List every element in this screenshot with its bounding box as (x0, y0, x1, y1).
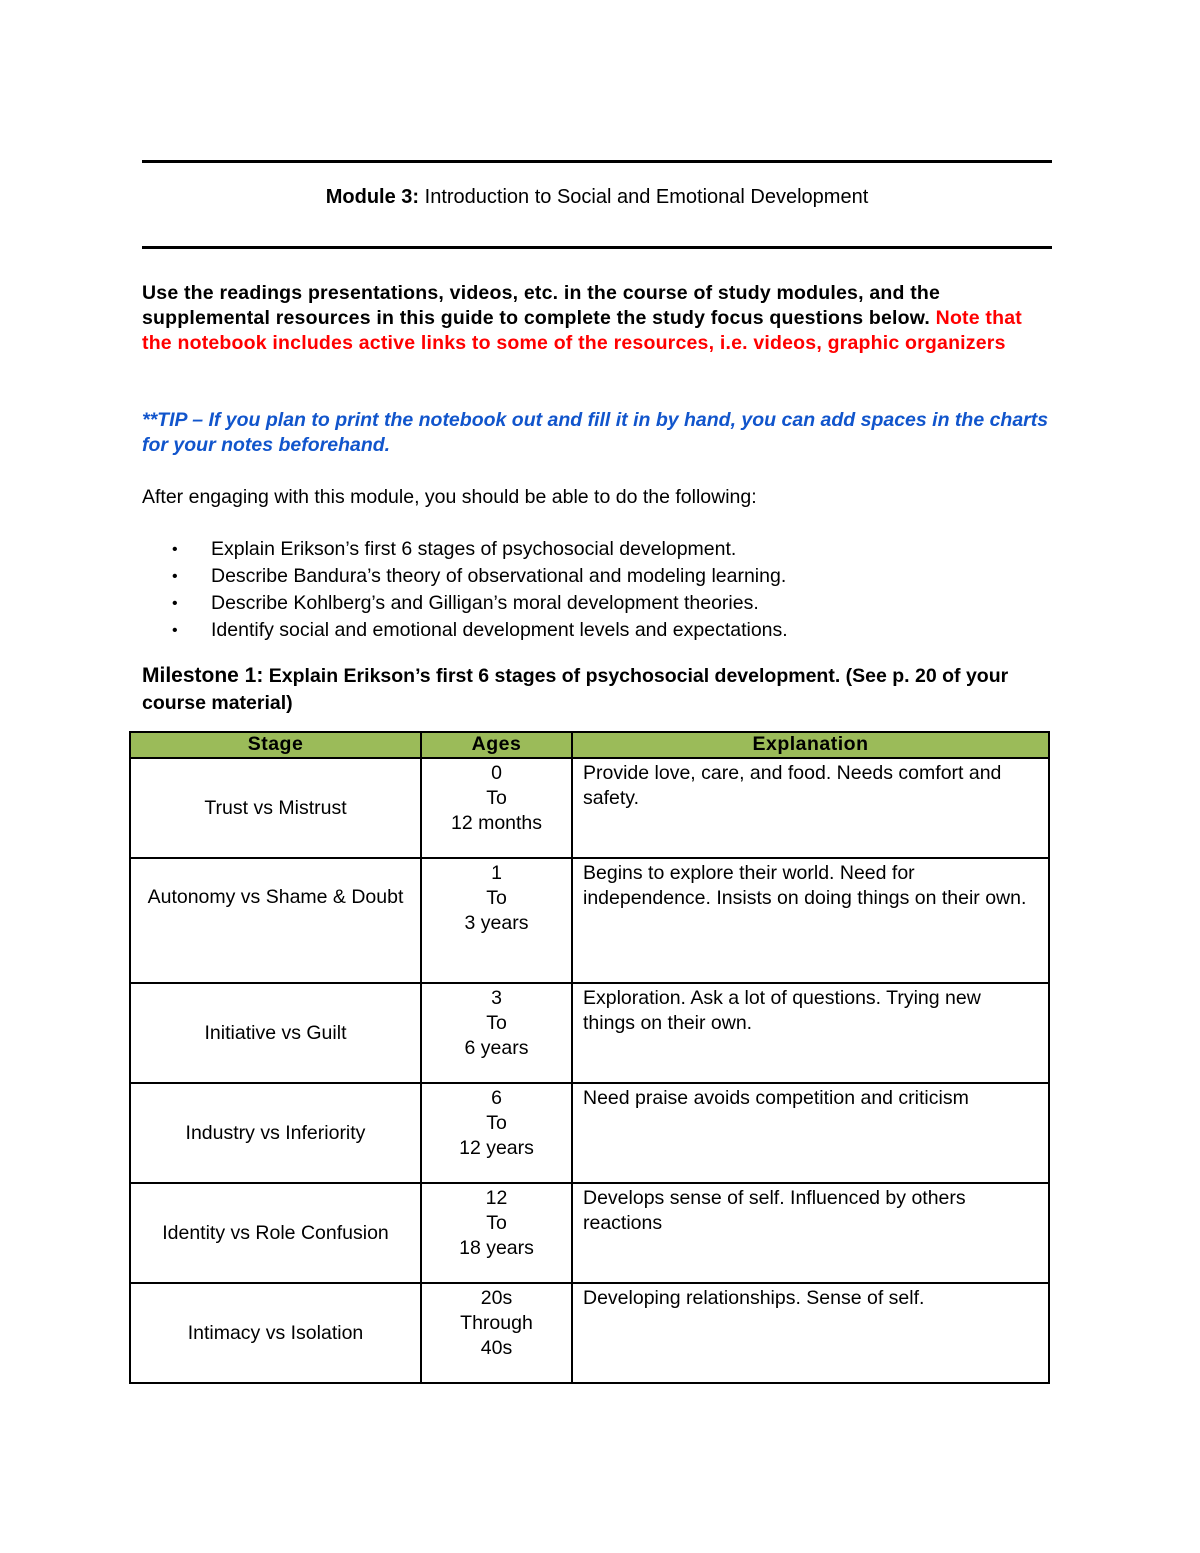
age-end: 3 years (464, 912, 529, 934)
age-connector: To (486, 1212, 507, 1234)
list-item (142, 618, 1052, 645)
age-start: 3 (491, 987, 502, 1009)
bullet-icon: • (172, 595, 178, 612)
table-row (130, 1283, 1049, 1383)
explanation-cell: Provide love, care, and food. Needs comfort and safety. (572, 758, 1049, 858)
list-item (142, 564, 1052, 591)
bottom-divider-rule (142, 246, 1052, 249)
table-row (130, 758, 1049, 858)
module-label: Module 3: (325, 186, 420, 208)
explanation-cell: Need praise avoids competition and criticism (572, 1083, 1049, 1183)
bullet-icon: • (172, 622, 178, 639)
bullet-icon: • (172, 541, 178, 558)
tip-paragraph: **TIP – If you plan to print the notebook out and fill it in by hand, you can add spaces in the charts for your notes beforehand. (142, 409, 1049, 456)
erikson-stages-table (129, 731, 1050, 1384)
ages-cell (421, 1183, 572, 1283)
header-explanation: Explanation (572, 732, 1049, 758)
objectives-list (142, 537, 1052, 645)
stage-cell: Industry vs Inferiority (130, 1083, 421, 1183)
module-title-text: Introduction to Social and Emotional Development (424, 186, 869, 208)
objective-text: Explain Erikson’s first 6 stages of psychosocial development. (211, 538, 737, 560)
age-connector: To (486, 1012, 507, 1034)
age-start: 20s (480, 1287, 513, 1309)
module-title (142, 184, 1052, 210)
age-start: 6 (491, 1087, 502, 1109)
header-ages: Ages (421, 732, 572, 758)
table-row (130, 1083, 1049, 1183)
explanation-cell: Developing relationships. Sense of self. (572, 1283, 1049, 1383)
instructions-paragraph (142, 281, 1057, 356)
list-item (142, 591, 1052, 618)
stage-cell: Identity vs Role Confusion (130, 1183, 421, 1283)
table-row (130, 858, 1049, 983)
bullet-icon: • (172, 568, 178, 585)
table-header-row (130, 732, 1049, 758)
age-end: 18 years (459, 1237, 534, 1259)
age-end: 12 months (450, 812, 543, 834)
stage-cell: Autonomy vs Shame & Doubt (130, 858, 421, 983)
ages-cell (421, 1083, 572, 1183)
objective-text: Describe Bandura’s theory of observational and modeling learning. (211, 565, 787, 587)
explanation-cell: Begins to explore their world. Need for independence. Insists on doing things on their own. (572, 858, 1049, 983)
age-connector: Through (460, 1312, 533, 1334)
milestone-text: Explain Erikson’s first 6 stages of psychosocial development. (See p. 20 of your course material) (142, 665, 1009, 714)
milestone-label: Milestone 1: (142, 664, 264, 687)
age-connector: To (486, 787, 507, 809)
ages-cell (421, 858, 572, 983)
stage-cell: Trust vs Mistrust (130, 758, 421, 858)
age-end: 12 years (459, 1137, 534, 1159)
stage-cell: Initiative vs Guilt (130, 983, 421, 1083)
milestone-heading (142, 662, 1057, 717)
table-row (130, 1183, 1049, 1283)
stage-cell: Intimacy vs Isolation (130, 1283, 421, 1383)
age-connector: To (486, 1112, 507, 1134)
ages-cell (421, 758, 572, 858)
instructions-main: Use the readings presentations, videos, etc. in the course of study modules, and the supplemental resources in this guide to complete the study focus questions below. (142, 282, 941, 329)
ages-cell (421, 1283, 572, 1383)
age-connector: To (486, 887, 507, 909)
age-start: 1 (491, 862, 502, 884)
ages-cell (421, 983, 572, 1083)
objective-text: Identify social and emotional development levels and expectations. (211, 619, 788, 641)
table-row (130, 983, 1049, 1083)
age-end: 40s (480, 1337, 513, 1359)
header-stage: Stage (130, 732, 421, 758)
top-divider-rule (142, 160, 1052, 163)
intro-paragraph: After engaging with this module, you should be able to do the following: (142, 486, 757, 508)
age-start: 0 (491, 762, 502, 784)
instructions-note: Note that the notebook includes active links to some of the resources, i.e. videos, graphic organizers (142, 307, 1022, 354)
explanation-cell: Develops sense of self. Influenced by others reactions (572, 1183, 1049, 1283)
age-end: 6 years (464, 1037, 529, 1059)
age-start: 12 (485, 1187, 508, 1209)
objective-text: Describe Kohlberg’s and Gilligan’s moral development theories. (211, 592, 759, 614)
list-item (142, 537, 1052, 564)
explanation-cell: Exploration. Ask a lot of questions. Trying new things on their own. (572, 983, 1049, 1083)
